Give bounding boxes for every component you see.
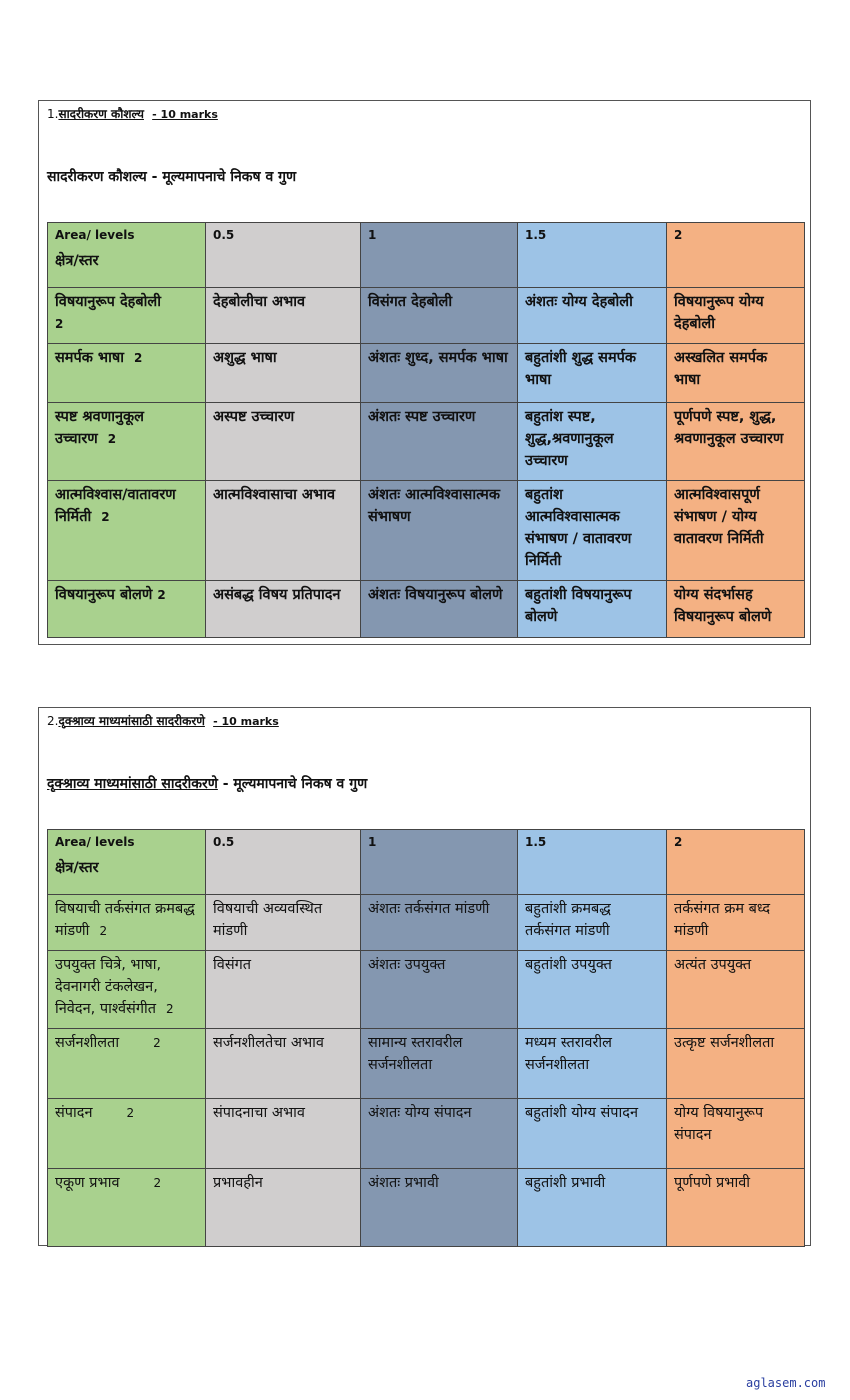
level-cell: अत्यंत उपयुक्त [667,951,805,1029]
criterion-cell: स्पष्ट श्रवणानुकूल उच्चारण 2 [48,403,206,481]
level-cell: मध्यम स्तरावरील सर्जनशीलता [518,1029,667,1099]
table-header-row [48,223,805,288]
level-cell: अंशतः उपयुक्त [361,951,518,1029]
criterion-cell: एकूण प्रभाव 2 [48,1169,206,1247]
level-cell: सर्जनशीलतेचा अभाव [206,1029,361,1099]
section-2-subtitle: दृक्श्राव्य माध्यमांसाठी सादरीकरणे - मूल्यमापनाचे निकष व गुण [47,776,368,792]
level-cell: अंशतः तर्कसंगत मांडणी [361,895,518,951]
table-row [48,581,805,638]
level-cell: तर्कसंगत क्रम बध्द मांडणी [667,895,805,951]
level-cell: अंशतः योग्य देहबोली [518,288,667,344]
level-cell: बहुतांशी उपयुक्त [518,951,667,1029]
header-area: Area/ levels क्षेत्र/स्तर [48,223,206,288]
level-cell: सामान्य स्तरावरील सर्जनशीलता [361,1029,518,1099]
section-title: दृक्श्राव्य माध्यमांसाठी सादरीकरणे [58,714,205,728]
level-cell: बहुतांशी क्रमबद्ध तर्कसंगत मांडणी [518,895,667,951]
section-2-av-presentation [38,707,811,1246]
section-1-presentation-skill [38,100,811,645]
table-header-row [48,830,805,895]
watermark: aglasem.com [746,1376,826,1390]
criterion-cell: आत्मविश्वास/वातावरण निर्मिती 2 [48,481,206,581]
header-level: 1.5 [518,223,667,288]
criterion-cell: संपादन 2 [48,1099,206,1169]
criterion-cell: सर्जनशीलता 2 [48,1029,206,1099]
table-row [48,1099,805,1169]
level-cell: उत्कृष्ट सर्जनशीलता [667,1029,805,1099]
section-title: सादरीकरण कौशल्य [58,107,144,121]
criterion-cell: विषयानुरूप देहबोली 2 [48,288,206,344]
level-cell: विषयानुरूप योग्य देहबोली [667,288,805,344]
table-row [48,951,805,1029]
level-cell: प्रभावहीन [206,1169,361,1247]
level-cell: देहबोलीचा अभाव [206,288,361,344]
table-row [48,481,805,581]
header-area: Area/ levels क्षेत्र/स्तर [48,830,206,895]
header-level: 1 [361,223,518,288]
level-cell: बहुतांशी योग्य संपादन [518,1099,667,1169]
level-cell: आत्मविश्वासपूर्ण संभाषण / योग्य वातावरण निर्मिती [667,481,805,581]
section-2-heading [47,712,279,729]
section-marks: - 10 marks [213,715,279,728]
table-row [48,1169,805,1247]
level-cell: पूर्णपणे प्रभावी [667,1169,805,1247]
level-cell: बहुतांशी शुद्ध समर्पक भाषा [518,344,667,403]
level-cell: विसंगत देहबोली [361,288,518,344]
header-level: 1.5 [518,830,667,895]
criterion-cell: विषयाची तर्कसंगत क्रमबद्ध मांडणी 2 [48,895,206,951]
level-cell: अस्खलित समर्पक भाषा [667,344,805,403]
header-level: 2 [667,830,805,895]
level-cell: बहुतांशी विषयानुरूप बोलणे [518,581,667,638]
level-cell: योग्य संदर्भासह विषयानुरूप बोलणे [667,581,805,638]
section-number: 2. [47,714,59,728]
level-cell: बहुतांश स्पष्ट, शुद्ध,श्रवणानुकूल उच्चारण [518,403,667,481]
level-cell: अंशतः प्रभावी [361,1169,518,1247]
level-cell: विसंगत [206,951,361,1029]
level-cell: असंबद्ध विषय प्रतिपादन [206,581,361,638]
header-level: 0.5 [206,223,361,288]
section-number: 1. [47,107,59,121]
header-level: 0.5 [206,830,361,895]
rubric-table-1 [47,222,805,638]
level-cell: अंशतः विषयानुरूप बोलणे [361,581,518,638]
level-cell: आत्मविश्वासाचा अभाव [206,481,361,581]
level-cell: अस्पष्ट उच्चारण [206,403,361,481]
level-cell: पूर्णपणे स्पष्ट, शुद्ध, श्रवणानुकूल उच्चारण [667,403,805,481]
level-cell: अशुद्ध भाषा [206,344,361,403]
header-level: 1 [361,830,518,895]
level-cell: बहुतांशी प्रभावी [518,1169,667,1247]
table-row [48,288,805,344]
level-cell: अंशतः शुध्द, समर्पक भाषा [361,344,518,403]
level-cell: अंशतः स्पष्ट उच्चारण [361,403,518,481]
criterion-cell: उपयुक्त चित्रे, भाषा, देवनागरी टंकलेखन, निवेदन, पार्श्वसंगीत 2 [48,951,206,1029]
rubric-table-2 [47,829,805,1247]
section-1-heading [47,105,218,122]
table-row [48,895,805,951]
criterion-cell: समर्पक भाषा 2 [48,344,206,403]
section-marks: - 10 marks [152,108,218,121]
table-row [48,344,805,403]
level-cell: संपादनाचा अभाव [206,1099,361,1169]
level-cell: योग्य विषयानुरूप संपादन [667,1099,805,1169]
level-cell: बहुतांश आत्मविश्वासात्मक संभाषण / वातावरण निर्मिती [518,481,667,581]
header-level: 2 [667,223,805,288]
section-1-subtitle: सादरीकरण कौशल्य - मूल्यमापनाचे निकष व गुण [47,169,297,185]
level-cell: विषयाची अव्यवस्थित मांडणी [206,895,361,951]
table-row [48,1029,805,1099]
level-cell: अंशतः आत्मविश्वासात्मक संभाषण [361,481,518,581]
criterion-cell: विषयानुरूप बोलणे 2 [48,581,206,638]
level-cell: अंशतः योग्य संपादन [361,1099,518,1169]
table-row [48,403,805,481]
